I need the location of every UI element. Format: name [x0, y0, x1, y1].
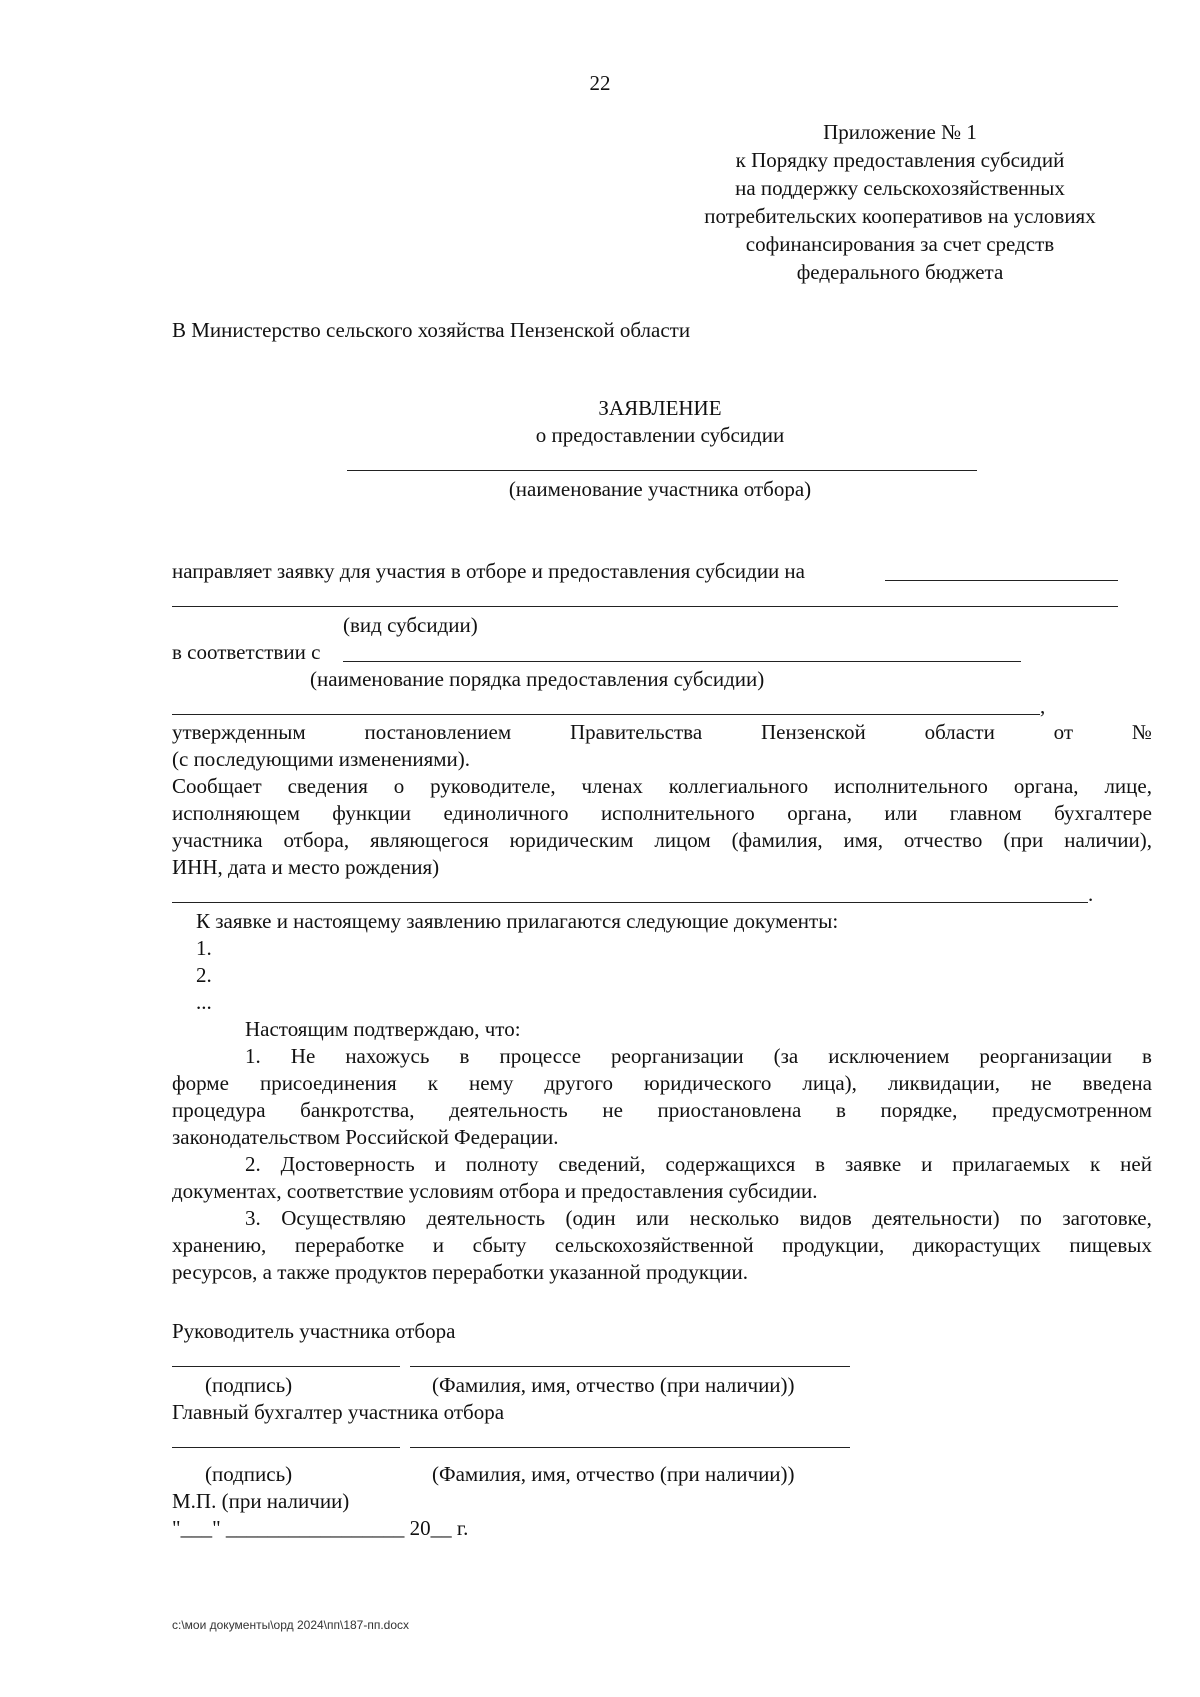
info-line: участника отбора, являющегося юридическим лицом (фамилия, имя, отчество (при наличии), [172, 828, 1152, 852]
p2-line: 2. Достоверность и полноту сведений, содержащихся в заявке и прилагаемых к ней [245, 1152, 1152, 1176]
docs-item: 2. [196, 963, 212, 987]
p3-last-line: ресурсов, а также продуктов переработки указанной продукции. [172, 1260, 749, 1284]
info-line: исполняющем функции единоличного исполнительного органа, или главном бухгалтере [172, 801, 1152, 825]
approved-line: утвержденным постановлением Правительства Пензенской области от № [172, 720, 1152, 744]
appendix-block [660, 118, 1140, 286]
appendix-line: федерального бюджета [796, 260, 1004, 284]
appendix-line: потребительских кооперативов на условиях [704, 204, 1096, 228]
footer-file-path: c:\мои документы\орд 2024\пп\187-пп.docx [172, 1618, 410, 1632]
p1-line: 1. Не нахожусь в процессе реорганизации (за исключением реорганизации в [245, 1044, 1152, 1068]
p1-line: форме присоединения к нему другого юридического лица), ликвидации, не введена [172, 1071, 1152, 1095]
head-label: Руководитель участника отбора [172, 1319, 456, 1343]
docs-intro: К заявке и настоящему заявлению прилагаются следующие документы: [196, 909, 839, 933]
request-text: направляет заявку для участия в отборе и предоставления субсидии на [172, 559, 805, 583]
participant-name-line [347, 470, 977, 471]
procedure-line [343, 661, 1021, 662]
date-line: "___" _________________ 20__ г. [172, 1516, 469, 1540]
subsidy-type-caption: (вид субсидии) [343, 613, 478, 637]
signature-caption: (подпись) [205, 1373, 293, 1397]
page-number: 22 [589, 71, 611, 95]
accountant-fio-line [410, 1447, 850, 1448]
accountant-label: Главный бухгалтер участника отбора [172, 1400, 505, 1424]
p1-last-line: законодательством Российской Федерации. [172, 1125, 559, 1149]
docs-item: 1. [196, 936, 212, 960]
signature-caption: (подпись) [205, 1462, 293, 1486]
accordance-label: в соответствии с [172, 640, 321, 664]
p3-line: 3. Осуществляю деятельность (один или несколько видов деятельности) по заготовке, [245, 1206, 1152, 1230]
appendix-line: Приложение № 1 [823, 120, 977, 144]
docs-item: ... [196, 990, 212, 1014]
subsidy-type-line [172, 606, 1118, 607]
subsidy-blank-line [885, 580, 1118, 581]
procedure-caption: (наименование порядка предоставления субсидии) [310, 667, 765, 691]
document-subtitle: о предоставлении субсидии [535, 423, 785, 447]
fio-caption: (Фамилия, имя, отчество (при наличии)) [432, 1462, 795, 1486]
p3-line: хранению, переработке и сбыту сельскохозяйственной продукции, дикорастущих пищевых [172, 1233, 1152, 1257]
appendix-line: к Порядку предоставления субсидий [735, 148, 1065, 172]
addressee: В Министерство сельского хозяйства Пензенской области [172, 318, 691, 342]
head-fio-line [410, 1366, 850, 1367]
confirm-intro: Настоящим подтверждаю, что: [245, 1017, 521, 1041]
appendix-line: софинансирования за счет средств [745, 232, 1055, 256]
fio-caption: (Фамилия, имя, отчество (при наличии)) [432, 1373, 795, 1397]
participant-caption: (наименование участника отбора) [508, 477, 812, 501]
head-signature-line [172, 1366, 400, 1367]
document-title: ЗАЯВЛЕНИЕ [598, 396, 722, 420]
amendments: (с последующими изменениями). [172, 747, 471, 771]
procedure-name-line [172, 714, 1040, 715]
accountant-signature-line [172, 1447, 400, 1448]
info-fill-line [172, 902, 1088, 903]
p2-last-line: документах, соответствие условиям отбора и предоставления субсидии. [172, 1179, 818, 1203]
appendix-line: на поддержку сельскохозяйственных [735, 176, 1065, 200]
info-line: Сообщает сведения о руководителе, членах коллегиального исполнительного органа, лице, [172, 774, 1152, 798]
seal-label: М.П. (при наличии) [172, 1489, 350, 1513]
info-last-line: ИНН, дата и место рождения) [172, 855, 440, 879]
p1-line: процедура банкротства, деятельность не приостановлена в порядке, предусмотренном [172, 1098, 1152, 1122]
